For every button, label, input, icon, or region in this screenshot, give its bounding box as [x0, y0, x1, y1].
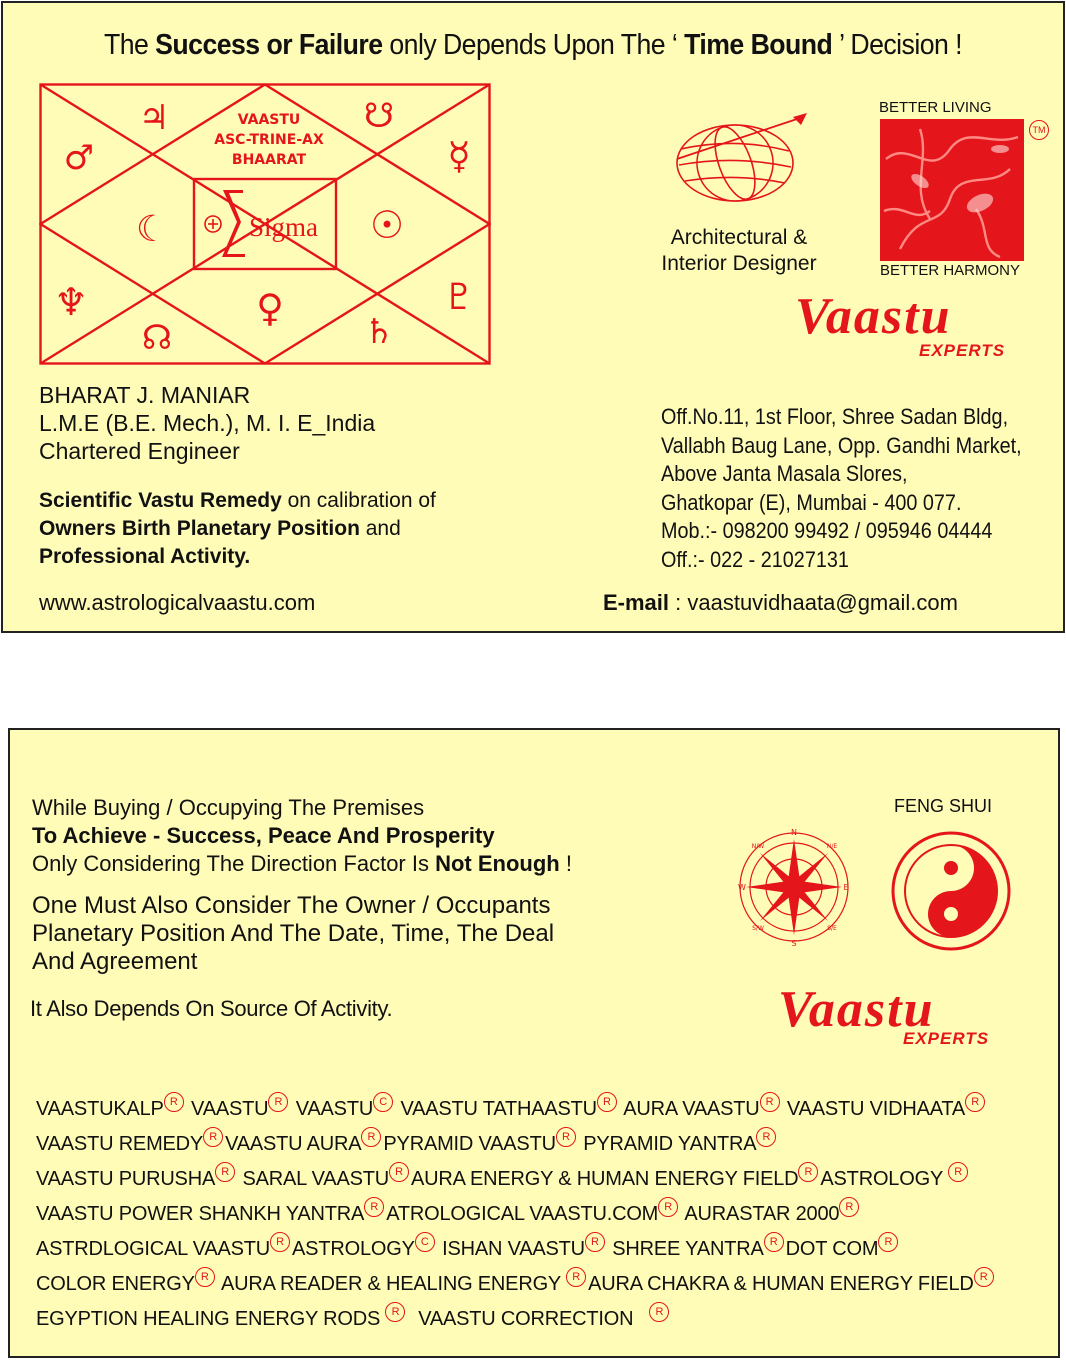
- registered-icon: R: [389, 1162, 409, 1182]
- trademark-row: [36, 1162, 996, 1197]
- globe-arrow-icon: [675, 107, 815, 203]
- remedy-text: [39, 487, 436, 571]
- trademark-item: SARAL VAASTU: [242, 1168, 389, 1190]
- trademark-item: VAASTUKALP: [36, 1098, 164, 1120]
- better-harmony-label: BETTER HARMONY: [880, 262, 1021, 279]
- email-label: E-mail: [603, 590, 670, 615]
- south-node-icon: ☋: [363, 96, 395, 136]
- registered-icon: R: [195, 1267, 215, 1287]
- trademark-item: VAASTU CORRECTION: [418, 1308, 634, 1330]
- premises-paragraph: [32, 794, 572, 878]
- trademark-item: AURA VAASTU: [623, 1098, 760, 1120]
- registered-icon: R: [764, 1232, 784, 1252]
- registered-icon: R: [385, 1302, 405, 1322]
- remedy-bold: Professional Activity.: [39, 545, 251, 568]
- neptune-icon: ♆: [53, 280, 89, 324]
- person-name: BHARAT J. MANIAR: [39, 382, 251, 408]
- trademark-item: VAASTU: [295, 1098, 374, 1120]
- trademark-item: VAASTU VIDHAATA: [786, 1098, 966, 1120]
- trademark-row: [36, 1092, 996, 1127]
- owner-line: And Agreement: [32, 948, 198, 975]
- brand-subtitle: EXPERTS: [919, 341, 1006, 360]
- chart-center-line3: BHAARAT: [231, 152, 307, 168]
- trademark-item: VAASTU TATHAASTU: [400, 1098, 597, 1120]
- email-value[interactable]: : vaastuvidhaata@gmail.com: [669, 590, 958, 615]
- remedy-rest: on calibration of: [281, 489, 436, 512]
- trademark-row: [36, 1267, 996, 1302]
- trademark-item: ISHAN VAASTU: [442, 1238, 585, 1260]
- address-line: Off.No.11, 1st Floor, Shree Sadan Bldg,: [661, 404, 1009, 429]
- trademark-item: SHREE YANTRA: [612, 1238, 764, 1260]
- address-line: Ghatkopar (E), Mumbai - 400 077.: [661, 489, 962, 515]
- pluto-icon: ♇: [442, 277, 476, 318]
- trademark-item: PYRAMID VAASTU: [383, 1133, 556, 1155]
- trademark-item: ASTROLOGY: [292, 1238, 415, 1260]
- person-details: [39, 381, 375, 465]
- tagline: [45, 29, 1020, 62]
- jupiter-icon: ♃: [138, 98, 170, 138]
- brand-title: Vaastu: [795, 288, 952, 345]
- trademark-item: VAASTU AURA: [225, 1133, 362, 1155]
- tagline-part: ’ Decision !: [832, 29, 963, 61]
- email-line[interactable]: [603, 590, 958, 616]
- premises-bold: Not Enough: [435, 851, 560, 876]
- registered-icon: R: [585, 1232, 605, 1252]
- trademark-item: AURASTAR 2000: [684, 1203, 840, 1225]
- venus-icon: ♀: [256, 286, 284, 330]
- registered-icon: R: [597, 1092, 617, 1112]
- better-living-label: BETTER LIVING: [879, 99, 992, 116]
- registered-icon: R: [658, 1197, 678, 1217]
- mercury-icon: ☿: [447, 134, 471, 178]
- compass-se: S/E: [827, 925, 837, 932]
- trademark-item: AURA CHAKRA & HUMAN ENERGY FIELD: [588, 1273, 974, 1295]
- yin-yang-icon: [890, 830, 1012, 952]
- chart-center-line2: ASC-TRINE-AX: [214, 132, 324, 148]
- better-living-logo: [880, 119, 1024, 261]
- compass-ne: N/E: [826, 843, 838, 850]
- registered-icon: R: [203, 1127, 223, 1147]
- registered-icon: R: [760, 1092, 780, 1112]
- registered-icon: R: [756, 1127, 776, 1147]
- registered-icon: R: [566, 1267, 586, 1287]
- website-link[interactable]: www.astrologicalvaastu.com: [39, 590, 316, 615]
- trademark-item: VAASTU PURUSHA: [36, 1168, 216, 1190]
- address-line: Vallabh Baug Lane, Opp. Gandhi Market,: [661, 432, 1022, 458]
- compass-n: N: [791, 828, 797, 837]
- registered-icon: R: [361, 1127, 381, 1147]
- trademark-item: AURA ENERGY & HUMAN ENERGY FIELD: [411, 1168, 799, 1190]
- registered-icon: R: [649, 1302, 669, 1322]
- tagline-bold: Time Bound: [684, 29, 833, 61]
- trademark-item: DOT COM: [785, 1238, 879, 1260]
- saturn-icon: ♄: [363, 312, 395, 352]
- designer-line: Interior Designer: [661, 252, 817, 275]
- business-card-front: [1, 1, 1065, 633]
- registered-icon: R: [164, 1092, 184, 1112]
- owner-line: Planetary Position And The Date, Time, The Deal: [32, 920, 555, 947]
- owner-paragraph: [32, 892, 554, 976]
- trademark-item: ASTROLOGY: [820, 1168, 943, 1190]
- compass-icon: [738, 826, 850, 948]
- compass-w: W: [738, 883, 746, 892]
- brand-title-back: Vaastu: [778, 981, 935, 1038]
- premises-line: Only Considering The Direction Factor Is: [32, 851, 436, 876]
- trademark-item: VAASTU POWER SHANKH YANTRA: [36, 1203, 365, 1225]
- trademark-row: [36, 1232, 996, 1267]
- registered-icon: R: [878, 1232, 898, 1252]
- trademark-item: EGYPTION HEALING ENERGY RODS: [36, 1308, 381, 1330]
- tagline-part: The: [103, 29, 156, 61]
- copyright-icon: C: [373, 1092, 393, 1112]
- vaastu-birth-chart: [39, 83, 491, 365]
- registered-icon: R: [364, 1197, 384, 1217]
- trademark-row: [36, 1302, 996, 1337]
- trademark-row: [36, 1127, 996, 1162]
- registered-icon: R: [974, 1267, 994, 1287]
- trademark-item: PYRAMID YANTRA: [583, 1133, 757, 1155]
- tagline-part: only Depends Upon The ‘: [382, 29, 685, 61]
- office-phone-line: Off.:- 022 - 21027131: [661, 546, 849, 572]
- owner-line: One Must Also Consider The Owner / Occupants: [32, 892, 551, 919]
- activity-line: It Also Depends On Source Of Activity.: [30, 996, 393, 1021]
- trademark-row: [36, 1197, 996, 1232]
- feng-shui-label: FENG SHUI: [894, 796, 993, 816]
- address-line: Above Janta Masala Slores,: [661, 461, 908, 486]
- registered-icon: R: [215, 1162, 235, 1182]
- person-title: Chartered Engineer: [39, 438, 240, 464]
- designer-label: [643, 225, 835, 277]
- trademark-item: ASTRDLOGICAL VAASTU: [36, 1238, 271, 1260]
- trademark-list: [36, 1092, 996, 1337]
- person-degrees: L.M.E (B.E. Mech.), M. I. E_India: [39, 410, 376, 436]
- trademark-item: VAASTU: [191, 1098, 269, 1120]
- remedy-rest: and: [359, 517, 401, 540]
- registered-icon: R: [965, 1092, 985, 1112]
- trademark-item: ATROLOGICAL VAASTU.COM: [386, 1203, 659, 1225]
- registered-icon: R: [556, 1127, 576, 1147]
- registered-icon: R: [268, 1092, 288, 1112]
- compass-e: E: [843, 883, 849, 892]
- premises-line: !: [559, 851, 572, 876]
- compass-s: S: [791, 939, 797, 948]
- chart-center-line1: VAASTU: [237, 112, 301, 128]
- moon-icon: ☾: [135, 209, 169, 250]
- office-address: [661, 403, 1062, 574]
- premises-line: While Buying / Occupying The Premises: [32, 795, 425, 820]
- remedy-bold: Scientific Vastu Remedy: [39, 489, 282, 512]
- copyright-icon: C: [415, 1232, 435, 1252]
- compass-nw: N/W: [751, 843, 765, 850]
- sigma-label: Sigma: [249, 212, 319, 242]
- registered-icon: R: [798, 1162, 818, 1182]
- remedy-bold: Owners Birth Planetary Position: [39, 517, 360, 540]
- north-node-icon: ☊: [141, 318, 173, 358]
- phone-line: Mob.:- 098200 99492 / 095946 04444: [661, 518, 993, 543]
- mars-icon: ♂: [63, 138, 95, 178]
- premises-line-bold: To Achieve - Success, Peace And Prosperity: [32, 823, 495, 848]
- trademark-badge: TM: [1029, 120, 1049, 140]
- trademark-item: VAASTU REMEDY: [36, 1133, 204, 1155]
- designer-line: Architectural &: [670, 226, 808, 249]
- compass-sw: S/W: [752, 925, 764, 932]
- business-card-back: [8, 728, 1060, 1358]
- sun-icon: ☉: [369, 203, 405, 247]
- trademark-item: COLOR ENERGY: [36, 1273, 195, 1295]
- registered-icon: R: [270, 1232, 290, 1252]
- brand-subtitle-back: EXPERTS: [903, 1029, 990, 1048]
- registered-icon: R: [948, 1162, 968, 1182]
- trademark-item: AURA READER & HEALING ENERGY: [221, 1273, 561, 1295]
- registered-icon: R: [839, 1197, 859, 1217]
- tagline-bold: Success or Failure: [155, 29, 383, 61]
